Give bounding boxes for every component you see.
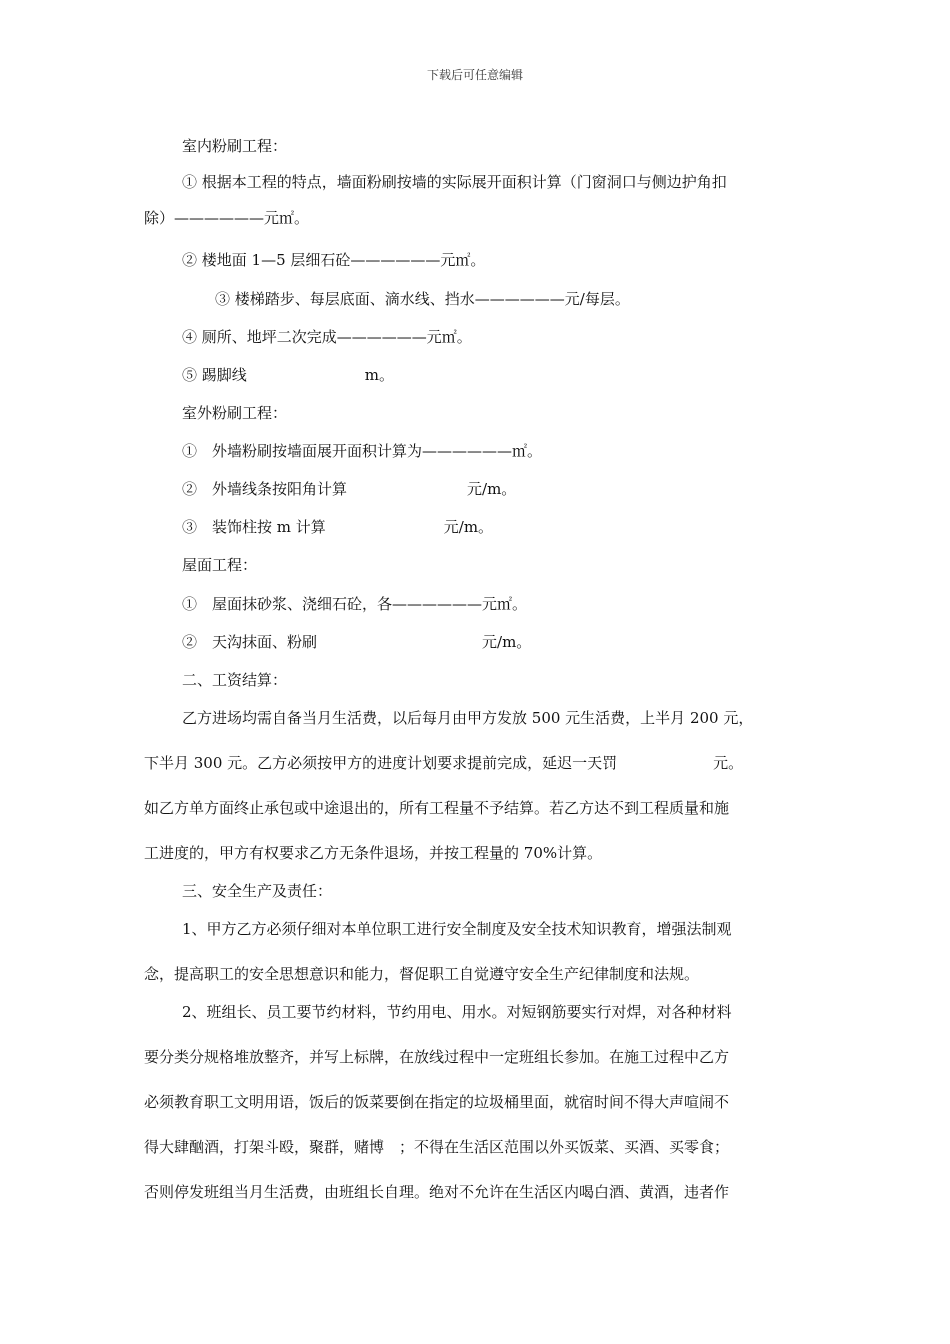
list-item-text: ② 天沟抹面、粉刷 <box>182 633 318 651</box>
paragraph-line: 工进度的，甲方有权要求乙方无条件退场，并按工程量的 70%计算。 <box>144 844 603 862</box>
paragraph-line: 否则停发班组当月生活费，由班组长自理。绝对不允许在生活区内喝白酒、黄酒，违者作 <box>144 1183 730 1201</box>
paragraph-line: 如乙方单方面终止承包或中途退出的，所有工程量不予结算。若乙方达不到工程质量和施 <box>144 799 730 817</box>
unit-text: m。 <box>364 366 395 384</box>
section-title-roof: 屋面工程： <box>182 556 258 574</box>
paragraph-line <box>144 753 743 773</box>
paragraph-line: 1、甲方乙方必须仔细对本单位职工进行安全制度及安全技术知识教育，增强法制观 <box>182 920 732 938</box>
paragraph-line: 2、班组长、员工要节约材料，节约用电、用水。对短钢筋要实行对焊，对各种材料 <box>182 1003 732 1021</box>
section-title-outdoor: 室外粉刷工程： <box>182 404 288 422</box>
list-item: ③ 楼梯踏步、每层底面、滴水线、挡水——————元/每层。 <box>215 290 630 308</box>
list-item <box>182 632 531 652</box>
paragraph-text: 下半月 300 元。乙方必须按甲方的进度计划要求提前完成，延迟一天罚 <box>144 754 618 772</box>
section-title-safety: 三、安全生产及责任： <box>182 882 333 900</box>
paragraph-line: 乙方进场均需自备当月生活费，以后每月由甲方发放 500 元生活费，上半月 200 元， <box>182 709 754 727</box>
list-item: ④ 厕所、地坪二次完成——————元㎡。 <box>182 328 472 346</box>
section-title-wages: 二、工资结算： <box>182 671 288 689</box>
list-item <box>182 517 493 537</box>
unit-text: 元。 <box>713 754 744 772</box>
list-item-text: ② 外墙线条按阳角计算 <box>182 480 348 498</box>
unit-text: 元/m。 <box>443 518 494 536</box>
list-item: ① 外墙粉刷按墙面展开面积计算为——————㎡。 <box>182 442 543 460</box>
list-item: ① 屋面抹砂浆、浇细石砼，各——————元㎡。 <box>182 595 528 613</box>
unit-text: 元/m。 <box>467 480 517 498</box>
list-item <box>182 479 516 499</box>
page-header: 下载后可任意编辑 <box>426 68 523 82</box>
unit-text: 元/m。 <box>482 633 532 651</box>
list-item-text: ③ 装饰柱按 m 计算 <box>182 518 326 536</box>
paragraph-line: 要分类分规格堆放整齐，并写上标牌，在放线过程中一定班组长参加。在施工过程中乙方 <box>144 1048 730 1066</box>
list-item-text: ⑤ 踢脚线 <box>182 366 247 384</box>
paragraph-line: 得大肆酗酒，打架斗殴，聚群，赌博 ；不得在生活区范围以外买饭菜、买酒、买零食； <box>144 1138 730 1156</box>
paragraph-line: ① 根据本工程的特点，墙面粉刷按墙的实际展开面积计算（门窗洞口与侧边护角扣 <box>182 173 727 191</box>
section-title-indoor: 室内粉刷工程： <box>182 137 288 155</box>
list-item <box>182 365 394 385</box>
paragraph-line: 必须教育职工文明用语，饭后的饭菜要倒在指定的垃圾桶里面，就宿时间不得大声喧闹不 <box>144 1093 730 1111</box>
paragraph-line: 念，提高职工的安全思想意识和能力，督促职工自觉遵守安全生产纪律制度和法规。 <box>144 965 700 983</box>
list-item: ② 楼地面 1—5 层细石砼——————元㎡。 <box>182 251 486 269</box>
paragraph-line: 除）——————元㎡。 <box>144 209 310 227</box>
